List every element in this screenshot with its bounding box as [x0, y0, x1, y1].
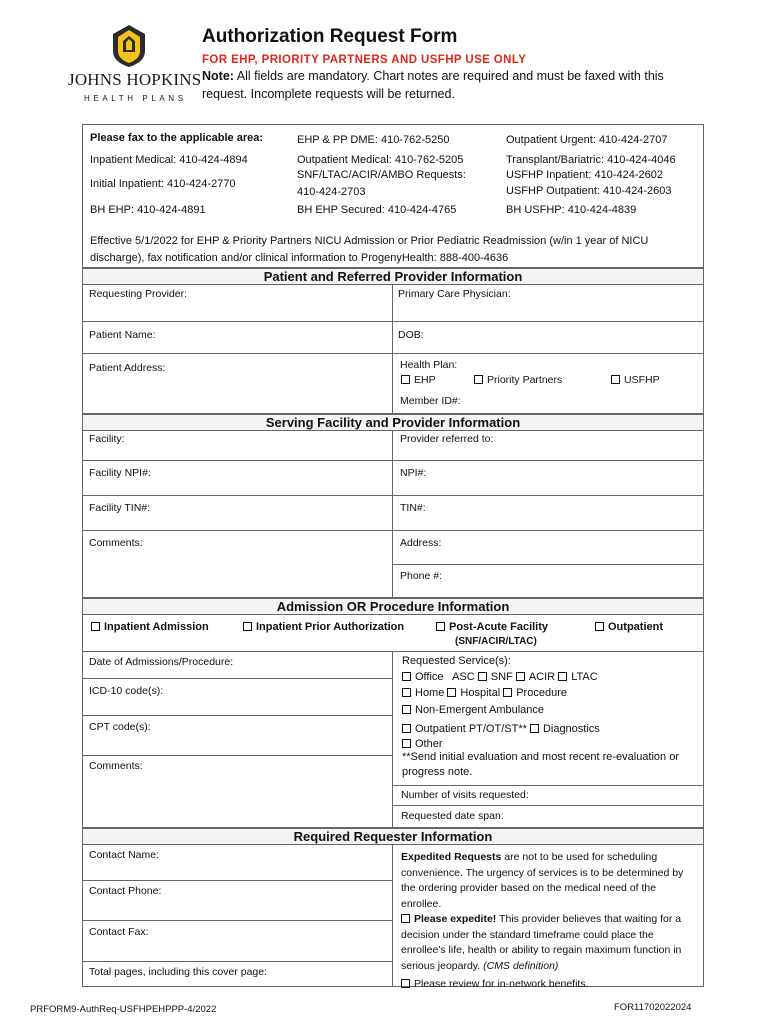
facility-tin-label: Facility TIN#:: [89, 502, 151, 514]
fax-usfhp-outpatient: USFHP Outpatient: 410-424-2603: [506, 185, 672, 197]
dob-field[interactable]: [393, 322, 704, 354]
logo-wordmark: JOHNS HOPKINS: [68, 70, 202, 89]
facility-section-heading: Serving Facility and Provider Information: [82, 414, 704, 431]
facility-npi-field[interactable]: [82, 461, 393, 496]
phone-field[interactable]: [393, 565, 704, 598]
svc-other-checkbox[interactable]: [402, 739, 411, 748]
svc-ltac-label: LTAC: [571, 671, 598, 683]
prior-auth-checkbox[interactable]: [243, 622, 252, 631]
in-network-label: Please review for in-network benefits.: [414, 978, 589, 990]
expedited-text-block: [401, 850, 697, 993]
admission-type-row: [82, 615, 704, 652]
svc-diagnostics-checkbox[interactable]: [530, 724, 539, 733]
patient-address-label: Patient Address:: [89, 362, 166, 374]
member-id-label[interactable]: Member ID#:: [400, 395, 461, 407]
svc-non-emergent-label: Non-Emergent Ambulance: [415, 704, 545, 716]
expedited-text: are not to be used for scheduling convenience. The urgency of services is to be determined by the ordering provider based on the medical need of the enrollee.: [401, 851, 684, 910]
note-text: All fields are mandatory. Chart notes are required and must be faxed with this request. Incomplete requests will be returned.: [202, 69, 664, 101]
services-row-1: [402, 671, 598, 683]
patient-name-label: Patient Name:: [89, 329, 156, 341]
fax-heading: Please fax to the applicable area:: [90, 132, 264, 144]
outpatient-label: Outpatient: [608, 621, 663, 633]
svc-office-label: Office: [415, 671, 444, 683]
svc-other-label: Other: [415, 738, 443, 750]
plan-ehp-checkbox[interactable]: [401, 375, 410, 384]
fax-transplant: Transplant/Bariatric: 410-424-4046: [506, 154, 676, 166]
plan-pp-label: Priority Partners: [487, 374, 563, 386]
progeny-notice: Effective 5/1/2022 for EHP & Priority Partners NICU Admission or Prior Pediatric Readmission (w/in 1 year of NICU discharge), fax notification and/or clinical information to ProgenyHealth: 888-400-4636: [90, 235, 649, 264]
requested-services-label: Requested Service(s):: [402, 655, 511, 667]
tin-label: TIN#:: [400, 502, 426, 514]
facility-field[interactable]: [82, 431, 393, 461]
address-field[interactable]: [393, 531, 704, 565]
note-label: Note:: [202, 69, 234, 83]
fax-outpatient-urgent: Outpatient Urgent: 410-424-2707: [506, 134, 668, 146]
fax-outpatient-medical: Outpatient Medical: 410-762-5205: [297, 154, 464, 166]
svc-acir-label: ACIR: [528, 671, 556, 683]
expedited-paragraph: [401, 850, 697, 912]
fax-usfhp-inpatient: USFHP Inpatient: 410-424-2602: [506, 169, 663, 181]
services-row-4: [402, 723, 600, 735]
opt-outpatient[interactable]: [595, 621, 663, 633]
patient-section-heading: Patient and Referred Provider Information: [82, 268, 704, 285]
npi-label: NPI#:: [400, 467, 427, 479]
num-visits-field[interactable]: [393, 786, 704, 806]
admission-date-label: Date of Admissions/Procedure:: [89, 656, 234, 668]
contact-fax-field[interactable]: [82, 921, 393, 962]
fax-dme: EHP & PP DME: 410-762-5250: [297, 134, 450, 146]
shield-logo-icon: [110, 24, 148, 68]
form-id-footer: PRFORM9-AuthReq-USFHPEHPPP-4/2022: [30, 1004, 217, 1015]
post-acute-label: Post-Acute Facility: [449, 621, 549, 633]
inpatient-admission-label: Inpatient Admission: [104, 621, 209, 633]
fax-bh-ehp-secured: BH EHP Secured: 410-424-4765: [297, 204, 457, 216]
tin-field[interactable]: [393, 496, 704, 531]
please-expedite-text: This provider believes that waiting for a decision under the standard timeframe could place the enrollee's life, health or ability to regain maximum function in serious jeopardy.: [401, 913, 682, 972]
fax-bh-ehp: BH EHP: 410-424-4891: [90, 204, 206, 216]
prior-auth-label: Inpatient Prior Authorization: [256, 621, 405, 633]
svc-ltac-checkbox[interactable]: [558, 672, 567, 681]
opt-post-acute[interactable]: [436, 621, 548, 633]
plan-ehp-option[interactable]: [401, 374, 436, 386]
post-acute-checkbox[interactable]: [436, 622, 445, 631]
form-subtitle: FOR EHP, PRIORITY PARTNERS AND USFHP USE ONLY: [202, 54, 527, 66]
npi-field[interactable]: [393, 461, 704, 496]
johns-hopkins-logo: [64, 24, 202, 106]
requester-section-heading: Required Requester Information: [82, 828, 704, 845]
plan-pp-option[interactable]: [474, 374, 562, 386]
services-row-3: [402, 704, 544, 716]
patient-address-field[interactable]: [82, 354, 393, 414]
total-pages-label: Total pages, including this cover page:: [89, 966, 268, 978]
admission-comments-label: Comments:: [89, 760, 143, 772]
icd-label: ICD-10 code(s):: [89, 685, 164, 697]
icd-field[interactable]: [82, 679, 393, 716]
health-plan-label: Health Plan:: [400, 359, 458, 371]
provider-referred-field[interactable]: [393, 431, 704, 461]
services-row-2: [402, 687, 567, 699]
svc-acir-checkbox[interactable]: [516, 672, 525, 681]
services-row-5: [402, 738, 443, 750]
please-expedite-label: Please expedite!: [414, 913, 497, 925]
provider-referred-label: Provider referred to:: [400, 433, 494, 445]
fax-initial-inpatient: Initial Inpatient: 410-424-2770: [90, 178, 236, 190]
date-span-label: Requested date span:: [401, 810, 504, 822]
contact-phone-field[interactable]: [82, 881, 393, 921]
facility-tin-field[interactable]: [82, 496, 393, 531]
plan-ehp-label: EHP: [414, 374, 436, 386]
contact-fax-label: Contact Fax:: [89, 926, 149, 938]
admission-date-field[interactable]: [82, 652, 393, 679]
phone-label: Phone #:: [400, 570, 443, 582]
svc-snf-label: SNF: [490, 671, 513, 683]
admission-section-heading: Admission OR Procedure Information: [82, 598, 704, 615]
admission-comments-field[interactable]: [82, 756, 393, 828]
form-title: Authorization Request Form: [202, 26, 458, 47]
cpt-label: CPT code(s):: [89, 721, 151, 733]
in-network-option[interactable]: [401, 977, 697, 993]
num-visits-label: Number of visits requested:: [401, 789, 529, 801]
svc-hospital-checkbox[interactable]: [447, 688, 456, 697]
expedited-label: Expedited Requests: [401, 851, 502, 863]
facility-label: Facility:: [89, 433, 125, 445]
dob-label: DOB:: [398, 329, 424, 341]
services-note-line-1: **Send initial evaluation and most recent re-evaluation or: [402, 751, 679, 763]
svc-hospital-label: Hospital: [460, 687, 501, 699]
requesting-provider-field[interactable]: [82, 285, 393, 322]
plan-pp-checkbox[interactable]: [474, 375, 483, 384]
plan-usfhp-checkbox[interactable]: [611, 375, 620, 384]
fax-snf-number: 410-424-2703: [297, 186, 366, 198]
date-span-field[interactable]: [393, 806, 704, 828]
logo-subtitle: HEALTH PLANS: [84, 94, 187, 103]
facility-npi-label: Facility NPI#:: [89, 467, 151, 479]
contact-phone-label: Contact Phone:: [89, 885, 162, 897]
cpt-field[interactable]: [82, 716, 393, 756]
requesting-provider-label: Requesting Provider:: [89, 288, 188, 300]
svc-home-label: Home: [415, 687, 445, 699]
please-expedite-paragraph[interactable]: [401, 912, 697, 974]
fax-bh-usfhp: BH USFHP: 410-424-4839: [506, 204, 637, 216]
fax-inpatient-medical: Inpatient Medical: 410-424-4894: [90, 154, 248, 166]
facility-comments-label: Comments:: [89, 537, 143, 549]
svc-outpatient-pt-checkbox[interactable]: [402, 724, 411, 733]
total-pages-field[interactable]: [82, 962, 393, 987]
contact-name-field[interactable]: [82, 845, 393, 881]
svc-non-emergent-checkbox[interactable]: [402, 705, 411, 714]
fax-numbers-box: [82, 124, 704, 268]
please-expedite-checkbox[interactable]: [401, 914, 410, 923]
svc-diagnostics-label: Diagnostics: [542, 723, 600, 735]
cms-definition: (CMS definition): [483, 959, 559, 972]
in-network-checkbox[interactable]: [401, 979, 410, 988]
inpatient-admission-checkbox[interactable]: [91, 622, 100, 631]
services-note-line-2: progress note.: [402, 766, 473, 778]
plan-usfhp-option[interactable]: [611, 374, 660, 386]
svc-home-checkbox[interactable]: [402, 688, 411, 697]
svc-procedure-checkbox[interactable]: [503, 688, 512, 697]
patient-name-field[interactable]: [82, 322, 393, 354]
health-plan-field: [393, 354, 704, 414]
address-label: Address:: [400, 537, 442, 549]
post-acute-subtitle: (SNF/ACIR/LTAC): [455, 636, 537, 647]
outpatient-checkbox[interactable]: [595, 622, 604, 631]
svc-outpatient-pt-label: Outpatient PT/OT/ST**: [415, 723, 527, 735]
svc-procedure-label: Procedure: [516, 687, 567, 699]
svc-snf-checkbox[interactable]: [478, 672, 487, 681]
facility-comments-field[interactable]: [82, 531, 393, 598]
svc-asc-label: ASC: [452, 671, 475, 683]
opt-inpatient-prior-auth[interactable]: [243, 621, 404, 633]
fax-snf-requests: SNF/LTAC/ACIR/AMBO Requests:: [297, 169, 466, 181]
opt-inpatient-admission[interactable]: [91, 621, 209, 633]
plan-usfhp-label: USFHP: [624, 374, 660, 386]
pcp-label: Primary Care Physician:: [398, 288, 511, 300]
svc-office-checkbox[interactable]: [402, 672, 411, 681]
form-number-footer: FOR11702022024: [614, 1002, 692, 1013]
contact-name-label: Contact Name:: [89, 849, 160, 861]
pcp-field[interactable]: [393, 285, 704, 322]
form-note: [202, 67, 702, 103]
